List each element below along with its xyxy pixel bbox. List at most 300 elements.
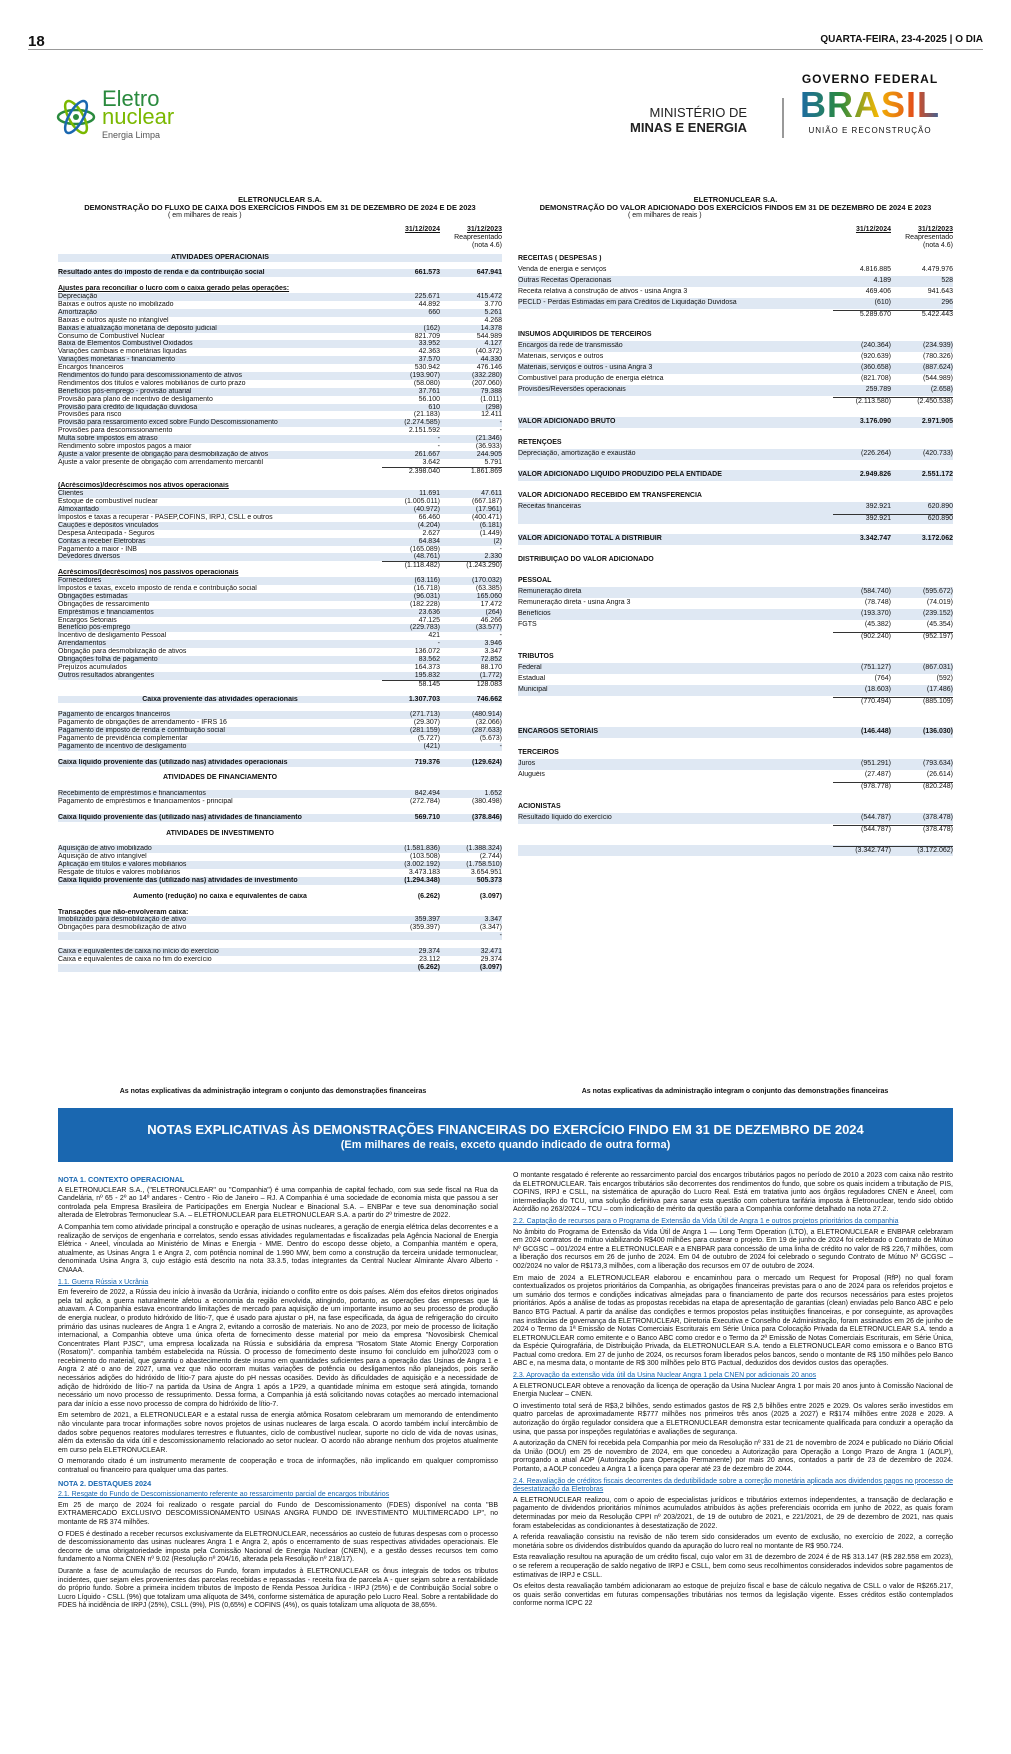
table-row bbox=[58, 664, 502, 672]
value-2023: (952.197) bbox=[891, 632, 953, 641]
value-2023: (667.187) bbox=[472, 498, 502, 506]
table-row bbox=[518, 545, 953, 555]
table-row bbox=[58, 411, 502, 419]
row-label: Caixa líquido proveniente das (utilizado nas) atividades de financiamento bbox=[58, 813, 302, 821]
row-label: Baixas e outros ajuste no intangível bbox=[58, 316, 169, 324]
value-2024: (821.708) bbox=[861, 375, 891, 383]
value-2023 bbox=[440, 774, 502, 782]
row-label: Aquisição de ativo imobilizado bbox=[58, 845, 152, 853]
value-2024: 2.627 bbox=[422, 529, 440, 537]
table-row bbox=[58, 333, 502, 341]
value-2023: (595.672) bbox=[923, 588, 953, 596]
row-label: Recebimento de empréstimos e financiamentos bbox=[58, 790, 206, 798]
table-row bbox=[58, 427, 502, 435]
table-row bbox=[58, 751, 502, 759]
table-row bbox=[58, 380, 502, 388]
table-row bbox=[58, 388, 502, 396]
page-number: 18 bbox=[28, 33, 45, 50]
table-row bbox=[58, 885, 502, 893]
table-row bbox=[58, 743, 502, 751]
row-label: Impostos e taxas, exceto imposto de renda e contribuição social bbox=[58, 585, 257, 593]
value-2024: 821.709 bbox=[414, 332, 440, 340]
value-2023: 244.905 bbox=[476, 450, 502, 458]
row-label: Caixa líquido proveniente das (utilizado nas) atividades operacionais bbox=[58, 758, 288, 766]
row-label: Pagamento de incentivo de desligamento bbox=[58, 742, 187, 750]
value-2024: (1.005.011) bbox=[404, 498, 440, 506]
row-label: Benefícios pós-emprego - provisão atuarial bbox=[58, 387, 192, 395]
value-2023: (33.577) bbox=[475, 624, 502, 632]
brasil-wordmark: BRASIL bbox=[795, 86, 945, 124]
row-label bbox=[58, 806, 382, 814]
value-2024: 421 bbox=[428, 632, 440, 640]
value-2023: (36.933) bbox=[475, 443, 502, 450]
paragraph: O memorando citado é um instrumento meramente de cooperação e troca de informações, não implicando em qualquer compromisso contratual ou financeiro para qualquer uma das partes. bbox=[58, 1458, 498, 1474]
value-2024: (18.603) bbox=[864, 686, 891, 694]
value-2024: (27.487) bbox=[864, 771, 891, 779]
table-row bbox=[58, 538, 502, 546]
row-label: Encargos da rede de transmissão bbox=[518, 342, 623, 350]
value-2023: 3.654.951 bbox=[470, 869, 502, 877]
value-2023: (380.498) bbox=[472, 798, 502, 806]
value-2024: - bbox=[437, 640, 440, 648]
value-2024: 42.363 bbox=[418, 348, 440, 356]
value-2023: 128.083 bbox=[440, 680, 502, 688]
table-row bbox=[518, 748, 953, 759]
value-2023 bbox=[440, 482, 502, 490]
row-label: RETENÇÕES bbox=[518, 439, 562, 447]
row-label: Resultado líquido do exercício bbox=[518, 814, 612, 822]
table-row bbox=[58, 893, 502, 901]
table-row bbox=[518, 298, 953, 309]
value-2024: 195.832 bbox=[414, 671, 440, 679]
table-row bbox=[58, 782, 502, 790]
row-label: Baixas e outros ajuste no imobilizado bbox=[58, 300, 174, 308]
row-label: Aquisição de ativo intangível bbox=[58, 853, 147, 861]
row-label: INSUMOS ADQUIRIDOS DE TERCEIROS bbox=[518, 331, 652, 339]
row-label: Despesa Antecipada - Seguros bbox=[58, 529, 155, 537]
row-label bbox=[58, 932, 382, 940]
row-label: Cauções e depósitos vinculados bbox=[58, 521, 159, 529]
value-2023: (234.939) bbox=[923, 342, 953, 350]
row-label: ATIVIDADES DE INVESTIMENTO bbox=[166, 829, 274, 837]
value-2023: - bbox=[499, 632, 502, 640]
table-row bbox=[518, 642, 953, 652]
value-2024: 37.570 bbox=[418, 356, 440, 364]
row-label: Aluguéis bbox=[518, 771, 545, 779]
value-2023: (32.066) bbox=[475, 719, 502, 727]
value-2024: 259.789 bbox=[865, 386, 891, 394]
table-row bbox=[58, 845, 502, 853]
row-label: Empréstimos e financiamentos bbox=[58, 608, 154, 616]
row-label: Receita relativa à construção de ativos - usina Angra 3 bbox=[518, 288, 688, 296]
value-2024: 3.342.747 bbox=[859, 535, 891, 543]
value-2024 bbox=[382, 317, 440, 325]
value-2023: 29.374 bbox=[480, 955, 502, 963]
value-2023: - bbox=[499, 419, 502, 427]
table-row bbox=[518, 330, 953, 341]
value-2023: 72.852 bbox=[480, 656, 502, 664]
table-row bbox=[518, 835, 953, 845]
paragraph: Durante a fase de acumulação de recursos do Fundo, foram imputados à ELETRONUCLEAR os ônus integrais de todos os tributos incidentes, quer sejam eles provenientes das parcelas recebidas e repassadas - receita fixa de parcela A - quer sejam sobre a rentabilidade do próprio fundo. Sobre a primeira incidem tributos de Imposto de Renda Pessoa Jurídica - IRPJ (25%) e de Contribuição Social sobre o Lucro Líquido - CSLL (9%) que totalizam uma alíquota de 34%, conforme sistemática de apuração pelo Lucro Real. Sobre a rentabilidade do FDES há incidência de IRPJ (25%), CSLL (9%), PIS (0,65%) e COFINS (4%), os quais totalizam uma alíquota de 38,65%. bbox=[58, 1567, 498, 1610]
table-row bbox=[58, 443, 502, 451]
value-2024: (58.080) bbox=[413, 379, 440, 387]
value-2024: 530.942 bbox=[414, 364, 440, 372]
value-2024: 2.151.592 bbox=[408, 427, 440, 435]
value-2024: (162) bbox=[423, 324, 440, 332]
row-label: Arrendamentos bbox=[58, 640, 106, 648]
value-2024: (226.264) bbox=[861, 450, 891, 458]
value-2024 bbox=[382, 901, 440, 909]
row-label: Estadual bbox=[518, 675, 546, 683]
row-label bbox=[58, 751, 382, 759]
row-label: Pagamento a maior - INB bbox=[58, 545, 137, 553]
value-2024: (951.291) bbox=[861, 760, 891, 768]
table-row bbox=[518, 620, 953, 631]
value-2024: (584.740) bbox=[861, 588, 891, 596]
cash-flow-statement: ELETRONUCLEAR S.A. DEMONSTRAÇÃO DO FLUXO DE CAIXA DOS EXERCÍCIOS FINDOS EM 31 DE DEZEMBRO DE 2024 E DE 2023 ( em milhares de reais ) 31/12/2024 31/12/2023 Reapresentado (nota 4.6) ATIVIDADES OPERACIONAIS Resultado antes do imposto de renda e da contribuição social 661.573 647.941 Ajustes para reconciliar o lucro com o caixa gerado pelas operações: Depreciação 225.671 415.472 Baixas e outros ajuste no imobilizado 44.892 3.770 Amortização 660 5.261 Baixas e outros ajuste no intangível 4.268 Baixas e atualização monetária de depósito judicial (162) 14.378 Consumo de Combustível Nuclear 821.709 544.989 Baixa de Elementos Combustível Oxidados 33.952 4.127 Variações cambiais e monetárias líquidas 42.363 (40.372) Variações monetárias - financiamento 37.570 44.330 Encargos financeiros 530.942 476.146 Rendimentos do fundo para descomissionamento de ativos (193.907) (332.280) Rendimentos dos títulos e valores mobiliários de curto prazo (58.080) (207.060) Benefícios pós-emprego - provisão atuarial 37.761 79.388 Provisão para plano de incentivo de desligamento 56.100 (1.011) Provisão para crédito de liquidação duvidosa 610 (298) Provisões para risco (21.183) 12.411 Provisão para ressarcimento exced sobre Fundo Descomissionamento (2.274.585) - Provisões para descomissionamento 2.151.592 - Multa sobre impostos em atraso - (21.346) Rendimento sobre impostos pagos a maior - (36.933) Ajuste a valor presente de obrigação para desmobilização de ativos 261.667 244.905 Ajuste a valor presente de obrigação com arrendamento mercantil 3.642 5.791 2.398.040 1.861.869 (Acréscimos)/decréscimos nos ativos operacionais Clientes 11.691 47.611 Estoque de combustível nuclear (1.005.011) (667.187) Almoxarifado (40.972) (17.961) Impostos e taxas a recuperar - PASEP,COFINS, IRPJ, CSLL e outros 66.460 (400.471) Cauções e depósitos vinculados (4.204) (6.181) Despesa Antecipada - Seguros 2.627 (1.449) Contas a receber Eletrobras 64.834 (2) Pagamento a maior - INB (165.089) - Devedores diversos (48.761) 2.330 (1.118.482) (1.243.290) Acréscimos/(decréscimos) nos passivos operacionais Fornecedores (63.116) (170.032) Impostos e taxas, exceto imposto de renda e contribuição social (16.718) (63.385) Obrigações estimadas (96.031) 165.060 Obrigações de ressarcimento (182.228) 17.472 Empréstimos e financiamentos 23.636 (264) Encargos Setoriais 47.125 46.266 Benefício pós-emprego (229.783) (33.577) Incentivo de desligamento Pessoal 421 - Arrendamentos - 3.946 Obrigação para desmobilização de ativos 136.072 3.347 Obrigações folha de pagamento 83.562 72.852 Prejuízos acumulados 164.373 88.170 Outros resultados abrangentes 195.832 (1.772) 58.145 128.083 Caixa proveniente das atividades operacionais 1.307.703 746.662 Pagamento de encargos financeiros (271.713) (480.914) Pagamento de obrigações de arrendamento - IFRS 16 (29.307) (32.066) Pagamento de imposto de renda e contribuição social (281.159) (287.633) Pagamento de previdência complementar (5.727) (5.673) Pagamento de incentivo de desligamento (421) - Caixa líquido proveniente das (utilizado nas) atividades operacionais 719.376 (129.624) ATIVIDADES DE FINANCIAMENTO Recebimento de empréstimos e financiamentos 842.494 1.652 Pagamento de empréstimos e financiamentos - principal (272.784) (380.498) Caixa líquido proveniente das (utilizado nas) atividades de financiamento 569.710 (378.846) ATIVIDADES DE INVESTIMENTO Aquisição de ativo imobilizado (1.581.836) (1.388.324) Aquisição de ativo intangível (103.508) (2.744) Aplicação em títulos e valores mobiliários (3.002.192) (1.758.510) Resgate de títulos e valores mobiliários 3.473.183 3.654.951 Caixa líquido proveniente das (utilizado nas) atividades de investimento (1.294.348) 505.373 Aumento (redução) no caixa e equivalentes de caixa (6.262) (3.097) Transações que não-envolveram caixa: Imobilizado para desmobilização de ativo 359.397 3.347 Obrigações para desmobilização de ativo (359.397) (3.347) - Caixa e equivalentes de caixa no início do exercício 29.374 32.471 Caixa e equivalentes de caixa no fim do exercício 23.112 29.374 (6.262) (3.097) bbox=[58, 195, 502, 971]
value-2023: (793.634) bbox=[923, 760, 953, 768]
value-2024 bbox=[382, 262, 440, 270]
value-2024 bbox=[382, 277, 440, 285]
table-row bbox=[58, 861, 502, 869]
row-label: Variações monetárias - financiamento bbox=[58, 356, 175, 364]
value-2024: 610 bbox=[428, 403, 440, 411]
row-label: Baixa de Elementos Combustível Oxidados bbox=[58, 340, 193, 348]
value-2023 bbox=[440, 901, 502, 909]
value-2024: 56.100 bbox=[418, 395, 440, 403]
notes-column-right bbox=[513, 1172, 953, 1612]
value-2024: 11.691 bbox=[419, 490, 440, 498]
row-label: Materiais, serviços e outros bbox=[518, 353, 604, 361]
table-row bbox=[58, 853, 502, 861]
row-label bbox=[58, 561, 382, 569]
row-label: Incentivo de desligamento Pessoal bbox=[58, 632, 167, 640]
value-2024: 392.921 bbox=[865, 503, 891, 511]
value-2024: (193.370) bbox=[861, 610, 891, 618]
value-2024 bbox=[382, 885, 440, 893]
value-2023: (5.673) bbox=[479, 734, 502, 742]
paragraph: A ELETRONUCLEAR S.A., ("ELETRONUCLEAR" ou "Companhia") é uma companhia de capital fechado, com sua sede fiscal na Rua da Candelária, nº 65 - 2º ao 14º andares - Centro - Rio de Janeiro – RJ. A Companhia é uma sociedade de economia mista que passou a ser controlada pela Empresa Brasileira de Participações em Energia Nuclear e Binacional S.A. – ENBPar e teve sua denominação social alterada de Eletrobras Termonuclear S.A. – ELETRONUCLEAR para ELETRONUCLEAR S.A. a partir do 2º trimestre de 2022. bbox=[58, 1186, 498, 1220]
table-row bbox=[518, 792, 953, 802]
table-row bbox=[58, 617, 502, 625]
value-2024: (48.761) bbox=[413, 553, 440, 561]
value-2023: (17.486) bbox=[926, 686, 953, 694]
row-label: Obrigações para desmobilização de ativo bbox=[58, 924, 187, 932]
value-2023: 3.770 bbox=[484, 300, 502, 308]
row-label: Obrigações folha de pagamento bbox=[58, 656, 158, 664]
table-row bbox=[518, 513, 953, 524]
value-2023: 620.890 bbox=[891, 514, 953, 523]
value-2023 bbox=[440, 838, 502, 846]
value-2024: (78.748) bbox=[864, 599, 891, 607]
row-label: Resultado antes do imposto de renda e da contribuição social bbox=[58, 269, 265, 277]
table-row bbox=[518, 598, 953, 609]
table-row bbox=[58, 498, 502, 506]
table-row bbox=[518, 674, 953, 685]
value-2023: 1.652 bbox=[484, 790, 502, 798]
row-label: Variações cambiais e monetárias líquidas bbox=[58, 348, 187, 356]
value-2023: 2.330 bbox=[484, 553, 502, 561]
value-2023 bbox=[440, 569, 502, 577]
table-row bbox=[58, 569, 502, 577]
value-2023: (332.280) bbox=[472, 371, 502, 379]
value-2024: (5.727) bbox=[417, 734, 440, 742]
row-label: PESSOAL bbox=[518, 577, 552, 585]
value-2024: (544.787) bbox=[833, 825, 891, 834]
atom-icon bbox=[56, 97, 96, 137]
row-label: Caixa proveniente das atividades operacionais bbox=[142, 695, 298, 703]
value-2024: (193.907) bbox=[410, 371, 440, 379]
row-label: Provisões para risco bbox=[58, 411, 122, 419]
value-2024: (3.002.192) bbox=[404, 861, 440, 869]
table-row bbox=[518, 265, 953, 276]
value-2023: (63.385) bbox=[475, 585, 502, 593]
value-2024: (978.778) bbox=[833, 782, 891, 791]
value-2023: 44.330 bbox=[480, 356, 502, 364]
value-2024: (96.031) bbox=[413, 592, 440, 600]
value-2024: (360.658) bbox=[861, 364, 891, 372]
row-label: VALOR ADICIONADO TOTAL A DISTRIBUIR bbox=[518, 535, 662, 543]
value-2023: (129.624) bbox=[472, 758, 502, 766]
value-2024: 23.112 bbox=[419, 955, 440, 963]
row-label bbox=[58, 680, 382, 688]
table-row bbox=[58, 475, 502, 483]
value-2024: 4.189 bbox=[873, 277, 891, 285]
table-row bbox=[518, 845, 953, 856]
table-row bbox=[58, 325, 502, 333]
row-label: Benefícios bbox=[518, 610, 551, 618]
paragraph: Esta reavaliação resultou na apuração de um crédito fiscal, cujo valor em 31 de dezembro de 2024 é de R$ 313.147 (R$ 282.558 em 2023), o se referem a recuperação de saldo negativo de IRPJ e CSLL, bem como seus recolhimentos considerados indevidos sobre pagamentos de estimativas de IRPJ e CSLL. bbox=[513, 1554, 953, 1579]
paragraph: Em 25 de março de 2024 foi realizado o resgate parcial do Fundo de Descomissionamento (FDES) disponível na conta "BB EXTRAMERCADO EXCLUSIVO DESCOMISSIONAMENTO USINAS ANGRA FUNDO DE INVESTIMENTO MULTIMERCADO LP", no montante de R$ 374 milhões. bbox=[58, 1501, 498, 1526]
value-2024: (182.228) bbox=[410, 600, 440, 608]
row-label: Imobilizado para desmobilização de ativo bbox=[58, 916, 187, 924]
table-row bbox=[58, 293, 502, 301]
value-2023 bbox=[440, 806, 502, 814]
row-label: Pagamento de encargos financeiros bbox=[58, 711, 171, 719]
value-2024: 1.307.703 bbox=[408, 695, 440, 703]
value-2023 bbox=[440, 782, 502, 790]
table-row bbox=[518, 566, 953, 576]
value-2024: - bbox=[437, 435, 440, 443]
value-2023: (378.478) bbox=[891, 825, 953, 834]
table-row bbox=[58, 909, 502, 917]
table-row bbox=[518, 802, 953, 813]
value-2024 bbox=[382, 932, 440, 940]
row-label bbox=[58, 901, 382, 909]
row-label: ATIVIDADES DE FINANCIAMENTO bbox=[162, 774, 278, 782]
paragraph: No âmbito do Programa de Extensão da Vida Útil de Angra 1 — Long Term Operation (LTO), a ELETRONUCLEAR e ENBPAR celebraram em 2024 contratos de mútuo viabilizando R$400 milhões para custear o projeto. Em 19 de junho de 2024 foi celebrado o Contrato de Mútuo Nº GCGSC – 001/2024 entre a ELETRONUCLEAR e a ENBPAR para concessão de uma linha de crédito no valor de R$ 226,7 milhões, com a liberação dos recursos em 26 de junho de 2024. Em 04 de outubro de 2024 foi celebrado o segundo Contrato de Mútuo Nº GCGSC – 002/2024 no valor de R$173,3 milhões, com a liberação dos recursos em 07 de outubro de 2024. bbox=[513, 1228, 953, 1270]
value-2023: 296 bbox=[941, 299, 953, 307]
paragraph: Em maio de 2024 a ELETRONUCLEAR elaborou e encaminhou para o mercado um Request for Proposal (RfP) no qual foram contextualizados os projetos prioritários da Companhia, as obrigações financeiras previstas para o ano de 2024 para os referidos projetos e um sumário dos termos e condições indicativas almejadas para o financiamento de parte dos recursos necessários para estes projetos prioritários. Após a análise de todas as propostas recebidas na etapa de apresentação de garantias (clean) enviadas pelo Banco ABC e pelo Banco BTG Pactual. A partir da análise das condições e termos propostos pelas instituições financeiras, e por conseguinte, as aprovações nas instâncias de governança da ELETRONUCLEAR, Diretoria Executiva e Conselho de Administração, foram assinados em 26 de junho de 2024 o Termo da 1ª Emissão de Notas Comerciais Escriturais em Série Única para Colocação Privada da ELETRONUCLEAR S.A. tendo a ELETRONUCLEAR como emitente e o Banco ABC como credor e o Termo da 2ª Emissão de Notas Comerciais Escriturais, em Série Única, da Espécie Quirografária, de Distribuição Privada, da ELETRONUCLEAR S.A. tendo a ELETRONUCLEAR como emissora e o Banco BTG Pactual como credora. Em 27 de junho de 2024, os recursos foram liberados pelos bancos, sendo o montante de R$ 150 milhões pelo Banco ABC e, na mesma data, o montante de R$ 300 milhões pelo BTG Pactual, deduzidos dos devidos custos das operações. bbox=[513, 1274, 953, 1368]
value-2024: 660 bbox=[428, 308, 440, 316]
row-label: Municipal bbox=[518, 686, 548, 694]
value-2024: (63.116) bbox=[414, 577, 440, 585]
table-row bbox=[518, 770, 953, 781]
value-2023: (420.733) bbox=[923, 450, 953, 458]
value-2024: 23.636 bbox=[418, 608, 440, 616]
table-row bbox=[518, 438, 953, 449]
row-label: Depreciação, amortização e exaustão bbox=[518, 450, 636, 458]
eletronuclear-logo bbox=[56, 86, 175, 144]
table-row bbox=[58, 467, 502, 475]
section-heading: 2.4. Reavaliação de créditos fiscais decorrentes da dedutibilidade sobre a correção monetária aplicada aos dividendos pagos no processo de desestatização da Eletrobras bbox=[513, 1477, 953, 1494]
row-label: Clientes bbox=[58, 490, 84, 498]
ministry-label: MINISTÉRIO DE MINAS E ENERGIA bbox=[630, 105, 748, 135]
table-row bbox=[518, 470, 953, 481]
section-heading: NOTA 1. CONTEXTO OPERACIONAL bbox=[58, 1175, 185, 1184]
table-row bbox=[58, 561, 502, 569]
value-2024 bbox=[382, 482, 440, 490]
value-2024: 37.761 bbox=[418, 387, 440, 395]
table-row bbox=[58, 553, 502, 561]
value-2024 bbox=[382, 688, 440, 696]
table-row bbox=[518, 587, 953, 598]
table-row bbox=[58, 774, 502, 782]
table-row bbox=[518, 417, 953, 428]
row-label: Pagamento de previdência complementar bbox=[58, 734, 188, 742]
row-label bbox=[58, 467, 382, 475]
row-label: Rendimento sobre impostos pagos a maior bbox=[58, 443, 192, 450]
value-2024: (610) bbox=[874, 299, 891, 307]
section-heading: NOTA 2. DESTAQUES 2024 bbox=[58, 1478, 152, 1488]
row-label bbox=[58, 782, 382, 790]
value-2023: (287.633) bbox=[472, 727, 502, 735]
value-2023: (378.846) bbox=[472, 813, 502, 821]
table-row bbox=[58, 656, 502, 664]
value-2023: (2) bbox=[493, 537, 502, 545]
table-row bbox=[58, 309, 502, 317]
value-2023 bbox=[440, 751, 502, 759]
value-2024: (6.262) bbox=[417, 892, 440, 900]
value-2024 bbox=[382, 569, 440, 577]
table-row bbox=[58, 869, 502, 877]
value-2023: 2.971.905 bbox=[921, 418, 953, 426]
table-row bbox=[58, 593, 502, 601]
value-2024: 359.397 bbox=[414, 916, 440, 924]
row-label bbox=[58, 767, 382, 775]
row-label: Almoxarifado bbox=[58, 506, 99, 514]
table-row bbox=[58, 727, 502, 735]
table-row bbox=[518, 396, 953, 407]
row-label: Rendimentos dos títulos e valores mobiliários de curto prazo bbox=[58, 379, 246, 387]
value-2024 bbox=[382, 830, 440, 838]
notes-column-left bbox=[58, 1172, 498, 1614]
paragraph: Em fevereiro de 2022, a Rússia deu início à invasão da Ucrânia, iniciando o conflito entre os dois países. Além dos efeitos diretos originados pela tal ação, a guerra naturalmente afetou a economia da região envolvida, atingindo, portanto, as operações das empresas que lá atuavam. A Companhia estava encontrando limitações de mercado para aquisição de um importante insumo ao seu processo de produção de energia nuclear, o produto hidróxido de lítio-7, que é usado para ajustar o pH, na fase especificada, da água de refrigeração do circuito primário das usinas nucleares de Angra 1 e Angra 2, evitando a corrosão de materiais. No ano de 2023, por meio de processo de licitação internacional, a Companhia obteve uma única oferta de fornecimento desse material por meio da empresa "Novosibirsk Chemical Concentrates Plant PJSC", uma empresa localizada na Rússia e subsidiária da empresa "Rosatom State Atomic Energy Corporation (Rosatom)". companhia também estabelecida na Rússia. O processo de fornecimento deste insumo foi concluído em julho/2023 com o recebimento do material, que garantiu o abastecimento deste insumo em quantidades suficientes para a operação das Usinas de Angra 1 e Angra 2 até o ano de 2027, uma vez que não ocorram muitas variações de potência ou desligamentos não planejados, pois serão necessários adições do hidróxido de lítio-7 para ajuste do pH nessas ocasiões. Devido às dificuldades de aquisição e a necessidade de adição de hidróxido de lítio-7 na partida da Usina de Angra 1 após a 1P29, a quantidade mínima em estoque será atingida, tornando necessário um novo processo de ressuprimento. Dessa forma, a Companhia já está solicitando novas cotações ao mercado internacional para dar início a esse novo processo de compra do hidróxido de lítio-7. bbox=[58, 1289, 498, 1408]
value-2023: 5.422.443 bbox=[891, 310, 953, 319]
value-2023: - bbox=[499, 545, 502, 553]
table-row bbox=[58, 577, 502, 585]
row-label: Depreciação bbox=[58, 293, 98, 301]
row-label: Federal bbox=[518, 664, 542, 672]
table-row bbox=[58, 546, 502, 554]
table-row bbox=[518, 696, 953, 707]
table-row bbox=[58, 530, 502, 538]
row-label: Provisões para descomissionamento bbox=[58, 427, 173, 435]
table-row bbox=[518, 534, 953, 545]
table-row bbox=[58, 585, 502, 593]
value-2024: 136.072 bbox=[414, 648, 440, 656]
value-2024: (2.274.585) bbox=[404, 419, 440, 427]
table-row bbox=[518, 309, 953, 320]
paragraph: Os efeitos desta reavaliação também adicionaram ao estoque de prejuízo fiscal e base de cálculo negativa de CSLL o valor de R$265.217, os quais serão convertidas em futuras compensações tributárias nos termos da legislação vigente. Esses créditos estão contemplados conforme norma ICPC 22 bbox=[513, 1583, 953, 1608]
table-row bbox=[58, 396, 502, 404]
row-label bbox=[58, 885, 382, 893]
table-row bbox=[58, 790, 502, 798]
value-2023: 165.060 bbox=[476, 592, 502, 600]
table-row bbox=[518, 727, 953, 738]
governo-federal-logo: GOVERNO FEDERAL BRASIL UNIÃO E RECONSTRUÇÃO bbox=[795, 72, 945, 135]
row-label bbox=[58, 475, 382, 483]
value-2023: 647.941 bbox=[476, 269, 502, 277]
row-label: VALOR ADICIONADO LÍQUIDO PRODUZIDO PELA ENTIDADE bbox=[518, 471, 722, 479]
value-2023: (3.097) bbox=[479, 963, 502, 971]
row-label bbox=[58, 688, 382, 696]
value-2023: (592) bbox=[936, 675, 953, 683]
value-2023 bbox=[440, 254, 502, 262]
value-2023: (1.011) bbox=[480, 395, 502, 403]
table-row bbox=[58, 277, 502, 285]
value-2024: 29.374 bbox=[418, 948, 440, 955]
row-label: Aplicação em títulos e valores mobiliários bbox=[58, 861, 187, 869]
table-row bbox=[518, 363, 953, 374]
table-row bbox=[58, 522, 502, 530]
value-2023 bbox=[440, 285, 502, 293]
row-label: Obrigações de ressarcimento bbox=[58, 600, 150, 608]
table-row bbox=[58, 435, 502, 443]
table-row bbox=[518, 555, 953, 566]
paragraph: O montante resgatado é referente ao ressarcimento parcial dos encargos tributários pagos no período de 2010 a 2023 com caixa não restrito da ELETRONUCLEAR. Tais encargos tributários são decorrentes dos rendimentos do fundo, que sobre os quais incidem a tributação de PIS, COFINS, IRPJ e CSLL, na sistemática de apuração do Lucro Real. Está em tratativa junto aos órgãos reguladores CNEN e Aneel, com intermediação do TCU, uma solução definitiva para sanar esta questão com cobertura tarifária imposta à Eletronuclear, tendo sido obtido Acórdão no 263/2024 – TCU – com indicação de mérito da questão para a Companhia conforme detalhado na nota 27.2. bbox=[513, 1172, 953, 1214]
row-label: Materiais, serviços e outros - usina Angra 3 bbox=[518, 364, 653, 372]
row-label: TERCEIROS bbox=[518, 749, 559, 757]
row-label: Ajuste a valor presente de obrigação para desmobilização de ativos bbox=[58, 450, 269, 458]
table-row bbox=[518, 663, 953, 674]
footnote-right: As notas explicativas da administração integram o conjunto das demonstrações financeiras bbox=[581, 1088, 889, 1095]
table-row bbox=[58, 340, 502, 348]
table-row bbox=[518, 781, 953, 792]
table-row bbox=[58, 964, 502, 972]
row-label: Resgate de títulos e valores mobiliários bbox=[58, 869, 181, 877]
table-row bbox=[58, 640, 502, 648]
value-2023: 746.662 bbox=[476, 695, 502, 703]
value-2024: 261.667 bbox=[414, 450, 440, 458]
row-label: Impostos e taxas a recuperar - PASEP,COFINS, IRPJ, CSLL e outros bbox=[58, 514, 273, 522]
table-row bbox=[58, 609, 502, 617]
paragraph: A referida reavaliação consistiu na revisão de não terem sido considerados um evento de exclusão, no exercício de 2022, a correção monetária sobre os dividendos distribuídos quando da apuração do lucro real no montante de R$ 950.724. bbox=[513, 1534, 953, 1550]
row-label bbox=[58, 277, 382, 285]
table-row bbox=[58, 490, 502, 498]
table-row bbox=[58, 916, 502, 924]
value-2023: (3.097) bbox=[479, 892, 502, 900]
table-row bbox=[518, 813, 953, 824]
value-2023 bbox=[440, 909, 502, 917]
table-row bbox=[58, 254, 502, 262]
value-2023: - bbox=[499, 932, 502, 940]
row-label: Provisões/Reversões operacionais bbox=[518, 386, 626, 394]
table-row bbox=[58, 806, 502, 814]
value-2024 bbox=[382, 838, 440, 846]
value-2023: (867.031) bbox=[923, 664, 953, 672]
value-2023: (45.354) bbox=[926, 621, 953, 629]
value-2023: (3.172.062) bbox=[891, 846, 953, 855]
value-2024: 719.376 bbox=[414, 758, 440, 766]
value-2023: (298) bbox=[485, 403, 502, 411]
row-label: Pagamento de empréstimos e financiamentos - principal bbox=[58, 798, 233, 806]
value-2024: (281.159) bbox=[410, 727, 440, 735]
value-2023 bbox=[440, 940, 502, 948]
value-2024: 469.406 bbox=[865, 288, 891, 296]
table-row bbox=[58, 838, 502, 846]
value-2024: (544.787) bbox=[861, 814, 891, 822]
